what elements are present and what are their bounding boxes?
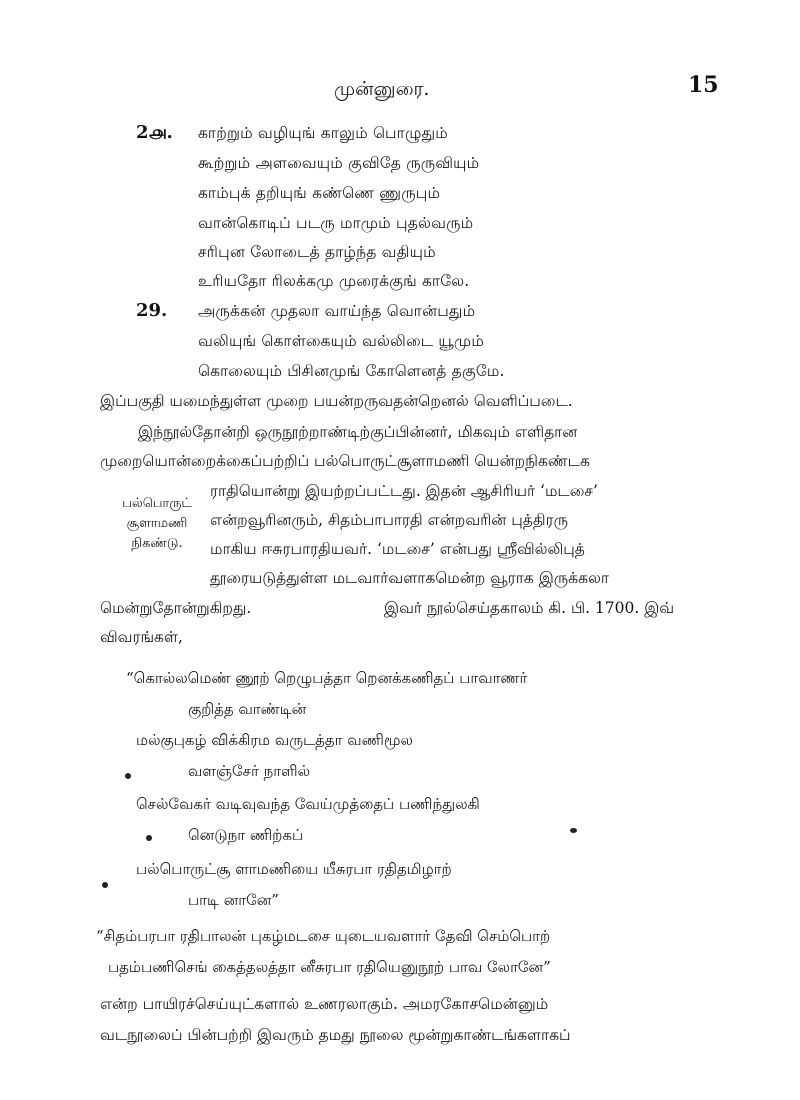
quote-line: செல்வேகர் வடிவுவந்த வேய்முத்தைப் பணிந்துலகி [136, 795, 480, 813]
paragraph-line: இந்நூல்தோன்றி ஒருநூற்றாண்டிற்குப்பின்னர், மிகவும் எளிதான [138, 423, 578, 441]
quote-line: குறித்த வாண்டின் [188, 700, 307, 718]
print-speck [570, 828, 577, 833]
paragraph-line: என்றவூரினரும், சிதம்பாபாரதி என்றவரின் புத்திரரு [210, 511, 568, 529]
quote-line: பல்பொருட்சூ ளாமணியை யீசுரபா ரதிதமிழாற் [136, 860, 452, 878]
quote-line: “சிதம்பரபா ரதிபாலன் புகழ்மடசை யுடையவளார் தேவி செம்பொற் [96, 927, 551, 945]
quote-line: வளஞ்சேர் நாளில் [188, 762, 311, 780]
verse-line: வான்கொடிப் படரு மாமும் புதல்வரும் [198, 214, 474, 232]
verse-line: உரியதோ ரிலக்கமு முரைக்குங் காலே. [198, 272, 470, 290]
margin-note-line: பல்பொருட் [122, 496, 192, 511]
quote-line: பாடி னானே” [188, 891, 279, 909]
verse-line: கொலையும் பிசினமுங் கோளெனத் தகுமே. [198, 362, 505, 380]
paragraph-line: மென்றுதோன்றுகிறது. [100, 599, 252, 617]
margin-note [108, 494, 206, 554]
verse-line: வலியுங் கொள்கையும் வல்லிடை யூமும் [198, 332, 485, 350]
verse-line: காற்றும் வழியுங் காலும் பொழுதும் [198, 124, 448, 142]
closing-line: வடநூலைப் பின்பற்றி இவரும் தமது நூலை மூன்றுகாண்டங்களாகப் [100, 1026, 571, 1044]
verse-line: சரிபுன லோடைத் தாழ்ந்த வதியும் [198, 243, 436, 261]
print-speck [125, 773, 131, 779]
paragraph-line: முறையொன்றைக்கைப்பற்றிப் பல்பொருட்சூளாமணி யென்றநிகண்டக [100, 452, 590, 470]
closing-line: என்ற பாயிரச்செய்யுட்களால் உணரலாகும். அமரகோசமென்னும் [100, 995, 549, 1013]
paragraph-line: இப்பகுதி யமைந்துள்ள முறை பயன்றருவதன்றெனல் வெளிப்படை. [100, 392, 573, 410]
verse-number: 29. [136, 300, 168, 321]
quote-line: னெடுநா ணிற்கப் [188, 826, 304, 844]
paragraph-line: மாகிய ஈசுரபாரதியவர். ‘மடசை’ என்பது ஸ்ரீவில்லிபுத் [210, 540, 585, 558]
quote-line: பதம்பணிசெங் கைத்தலத்தா னீசுரபா ரதியெனுநூற் பாவ லோனே” [108, 958, 551, 976]
verse-line: அருக்கன் முதலா வாய்ந்த வொன்பதும் [198, 302, 476, 320]
margin-note-line: நிகண்டு. [131, 536, 183, 551]
paragraph-line: ராதியொன்று இயற்றப்பட்டது. இதன் ஆசிரியர் ‘மடசை’ [210, 482, 598, 500]
quote-line: “கொல்லமெண் ணூற் றெழுபத்தா றெனக்கணிதப் பாவாணர் [126, 669, 528, 687]
paragraph-line: இவர் நூல்செய்தகாலம் கி. பி. 1700. இவ் [384, 599, 675, 617]
verse-line: காம்புக் தறியுங் கண்ணெ ணுருபும் [198, 184, 441, 202]
verse-number: 2௮. [136, 122, 173, 143]
margin-note-line: சூளாமணி [126, 516, 188, 531]
paragraph-line: தூரையடுத்துள்ள மடவார்வளாகமென்ற வூராக இருக்கலா [210, 569, 609, 587]
verse-line: கூற்றும் அளவையும் குவிதே ருருவியும் [198, 154, 480, 172]
page-number: 15 [688, 72, 719, 98]
running-header: முன்னுரை. [334, 78, 430, 100]
quote-line: மல்குபுகழ் விக்கிரம வருடத்தா வணிமூல [136, 731, 413, 749]
paragraph-line: விவரங்கள், [100, 628, 183, 646]
print-speck [102, 882, 108, 888]
print-speck [146, 835, 152, 841]
